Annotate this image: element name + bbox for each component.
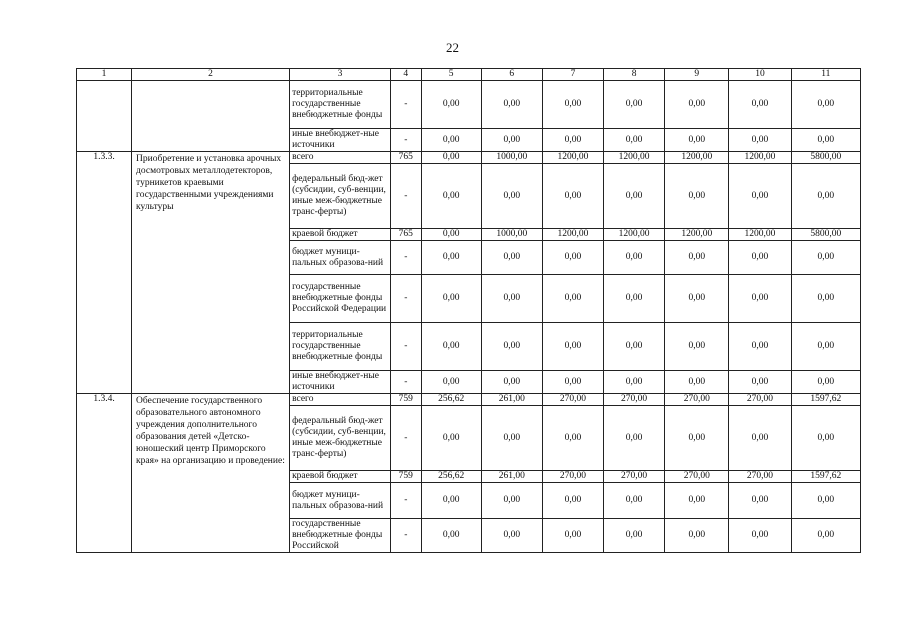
- value-cell: 0,00: [421, 519, 481, 553]
- value-cell: 0,00: [542, 81, 603, 129]
- value-cell: 0,00: [481, 164, 542, 229]
- value-cell: -: [390, 323, 421, 371]
- value-cell: 1200,00: [542, 152, 603, 164]
- value-cell: 0,00: [665, 81, 729, 129]
- value-cell: 759: [390, 471, 421, 483]
- value-cell: 0,00: [604, 241, 665, 275]
- column-header: 2: [132, 69, 290, 81]
- value-cell: 0,00: [421, 323, 481, 371]
- table-row: [77, 152, 861, 164]
- value-cell: 5800,00: [791, 229, 860, 241]
- value-cell: 270,00: [604, 471, 665, 483]
- value-cell: 0,00: [729, 519, 791, 553]
- value-cell: 0,00: [604, 519, 665, 553]
- value-cell: 0,00: [542, 129, 603, 152]
- value-cell: -: [390, 81, 421, 129]
- funding-source-cell: бюджет муници-пальных образова-ний: [290, 483, 391, 519]
- value-cell: 0,00: [481, 371, 542, 394]
- value-cell: 0,00: [729, 81, 791, 129]
- value-cell: 0,00: [421, 152, 481, 164]
- value-cell: 0,00: [481, 241, 542, 275]
- funding-source-cell: государственные внебюджетные фонды Российской: [290, 519, 391, 553]
- item-name-cell: Приобретение и установка арочных досмотровых металлодетекторов, турникетов краевыми государственными учреждениями культуры: [132, 152, 290, 394]
- value-cell: 0,00: [791, 483, 860, 519]
- value-cell: 1000,00: [481, 152, 542, 164]
- value-cell: 0,00: [791, 371, 860, 394]
- table-header-row: [77, 69, 861, 81]
- value-cell: 0,00: [542, 164, 603, 229]
- item-name-cell: [132, 81, 290, 152]
- funding-source-cell: федеральный бюд-жет (субсидии, суб-венции, иные меж-бюджетные транс-ферты): [290, 164, 391, 229]
- funding-source-cell: бюджет муници-пальных образова-ний: [290, 241, 391, 275]
- value-cell: 0,00: [604, 81, 665, 129]
- value-cell: 0,00: [421, 229, 481, 241]
- item-number-cell: 1.3.4.: [77, 394, 132, 553]
- value-cell: 5800,00: [791, 152, 860, 164]
- value-cell: 0,00: [481, 406, 542, 471]
- value-cell: 270,00: [542, 471, 603, 483]
- value-cell: 0,00: [665, 275, 729, 323]
- value-cell: 0,00: [604, 483, 665, 519]
- value-cell: 270,00: [729, 471, 791, 483]
- column-header: 1: [77, 69, 132, 81]
- value-cell: 0,00: [665, 406, 729, 471]
- value-cell: 1597,62: [791, 394, 860, 406]
- value-cell: 270,00: [665, 394, 729, 406]
- value-cell: 270,00: [665, 471, 729, 483]
- column-header: 3: [290, 69, 391, 81]
- value-cell: 0,00: [791, 323, 860, 371]
- value-cell: 0,00: [542, 519, 603, 553]
- value-cell: 0,00: [421, 129, 481, 152]
- value-cell: 0,00: [481, 81, 542, 129]
- value-cell: 759: [390, 394, 421, 406]
- value-cell: 0,00: [481, 519, 542, 553]
- column-header: 10: [729, 69, 791, 81]
- value-cell: 1200,00: [604, 229, 665, 241]
- page-number: 22: [446, 40, 459, 55]
- value-cell: 0,00: [421, 164, 481, 229]
- value-cell: 0,00: [542, 483, 603, 519]
- column-header: 5: [421, 69, 481, 81]
- value-cell: 0,00: [542, 406, 603, 471]
- item-number-cell: [77, 81, 132, 152]
- value-cell: 0,00: [729, 129, 791, 152]
- funding-source-cell: федеральный бюд-жет (субсидии, суб-венции, иные меж-бюджетные транс-ферты): [290, 406, 391, 471]
- value-cell: 0,00: [665, 241, 729, 275]
- value-cell: 261,00: [481, 471, 542, 483]
- funding-source-cell: территориальные государственные внебюджетные фонды: [290, 323, 391, 371]
- budget-table: [76, 68, 861, 553]
- value-cell: 1000,00: [481, 229, 542, 241]
- value-cell: 0,00: [729, 323, 791, 371]
- item-number-cell: 1.3.3.: [77, 152, 132, 394]
- value-cell: -: [390, 164, 421, 229]
- column-header: 11: [791, 69, 860, 81]
- value-cell: 0,00: [665, 323, 729, 371]
- funding-source-cell: краевой бюджет: [290, 471, 391, 483]
- value-cell: -: [390, 275, 421, 323]
- funding-source-cell: территориальные государственные внебюджетные фонды: [290, 81, 391, 129]
- funding-source-cell: иные внебюджет-ные источники: [290, 371, 391, 394]
- value-cell: 0,00: [604, 275, 665, 323]
- column-header: 8: [604, 69, 665, 81]
- value-cell: 270,00: [604, 394, 665, 406]
- value-cell: -: [390, 129, 421, 152]
- value-cell: 1200,00: [542, 229, 603, 241]
- value-cell: 0,00: [421, 406, 481, 471]
- value-cell: 1200,00: [729, 229, 791, 241]
- value-cell: -: [390, 241, 421, 275]
- value-cell: 1200,00: [604, 152, 665, 164]
- value-cell: -: [390, 519, 421, 553]
- value-cell: 0,00: [665, 129, 729, 152]
- value-cell: 0,00: [791, 129, 860, 152]
- value-cell: 0,00: [481, 483, 542, 519]
- column-header: 4: [390, 69, 421, 81]
- value-cell: 0,00: [791, 406, 860, 471]
- value-cell: 256,62: [421, 471, 481, 483]
- value-cell: 1200,00: [665, 229, 729, 241]
- value-cell: 0,00: [542, 323, 603, 371]
- value-cell: 0,00: [542, 275, 603, 323]
- column-header: 9: [665, 69, 729, 81]
- table-row: [77, 394, 861, 406]
- value-cell: 0,00: [665, 483, 729, 519]
- value-cell: -: [390, 371, 421, 394]
- value-cell: 256,62: [421, 394, 481, 406]
- value-cell: 1200,00: [729, 152, 791, 164]
- funding-source-cell: иные внебюджет-ные источники: [290, 129, 391, 152]
- funding-source-cell: всего: [290, 394, 391, 406]
- item-name-cell: Обеспечение государственного образовательного автономного учреждения дополнительного образования детей «Детско-юношеский центр Приморского края» на организацию и проведение:: [132, 394, 290, 553]
- value-cell: 0,00: [665, 164, 729, 229]
- value-cell: 1200,00: [665, 152, 729, 164]
- value-cell: 1597,62: [791, 471, 860, 483]
- value-cell: 261,00: [481, 394, 542, 406]
- funding-source-cell: краевой бюджет: [290, 229, 391, 241]
- table-row: [77, 81, 861, 129]
- value-cell: 0,00: [604, 129, 665, 152]
- funding-source-cell: государственные внебюджетные фонды Российской Федерации: [290, 275, 391, 323]
- value-cell: 0,00: [481, 275, 542, 323]
- value-cell: 0,00: [481, 323, 542, 371]
- value-cell: 0,00: [604, 406, 665, 471]
- value-cell: 0,00: [791, 81, 860, 129]
- value-cell: -: [390, 406, 421, 471]
- value-cell: 765: [390, 229, 421, 241]
- funding-source-cell: всего: [290, 152, 391, 164]
- value-cell: -: [390, 483, 421, 519]
- value-cell: 270,00: [542, 394, 603, 406]
- value-cell: 0,00: [421, 275, 481, 323]
- value-cell: 0,00: [542, 371, 603, 394]
- value-cell: 0,00: [421, 483, 481, 519]
- value-cell: 0,00: [729, 483, 791, 519]
- value-cell: 0,00: [791, 164, 860, 229]
- value-cell: 0,00: [604, 164, 665, 229]
- value-cell: 0,00: [604, 371, 665, 394]
- value-cell: 0,00: [604, 323, 665, 371]
- value-cell: 0,00: [729, 241, 791, 275]
- value-cell: 765: [390, 152, 421, 164]
- value-cell: 0,00: [791, 241, 860, 275]
- value-cell: 0,00: [542, 241, 603, 275]
- value-cell: 0,00: [729, 275, 791, 323]
- value-cell: 0,00: [791, 519, 860, 553]
- value-cell: 270,00: [729, 394, 791, 406]
- value-cell: 0,00: [421, 241, 481, 275]
- value-cell: 0,00: [729, 164, 791, 229]
- value-cell: 0,00: [791, 275, 860, 323]
- value-cell: 0,00: [665, 519, 729, 553]
- value-cell: 0,00: [421, 371, 481, 394]
- value-cell: 0,00: [481, 129, 542, 152]
- value-cell: 0,00: [665, 371, 729, 394]
- column-header: 6: [481, 69, 542, 81]
- column-header: 7: [542, 69, 603, 81]
- value-cell: 0,00: [421, 81, 481, 129]
- value-cell: 0,00: [729, 371, 791, 394]
- value-cell: 0,00: [729, 406, 791, 471]
